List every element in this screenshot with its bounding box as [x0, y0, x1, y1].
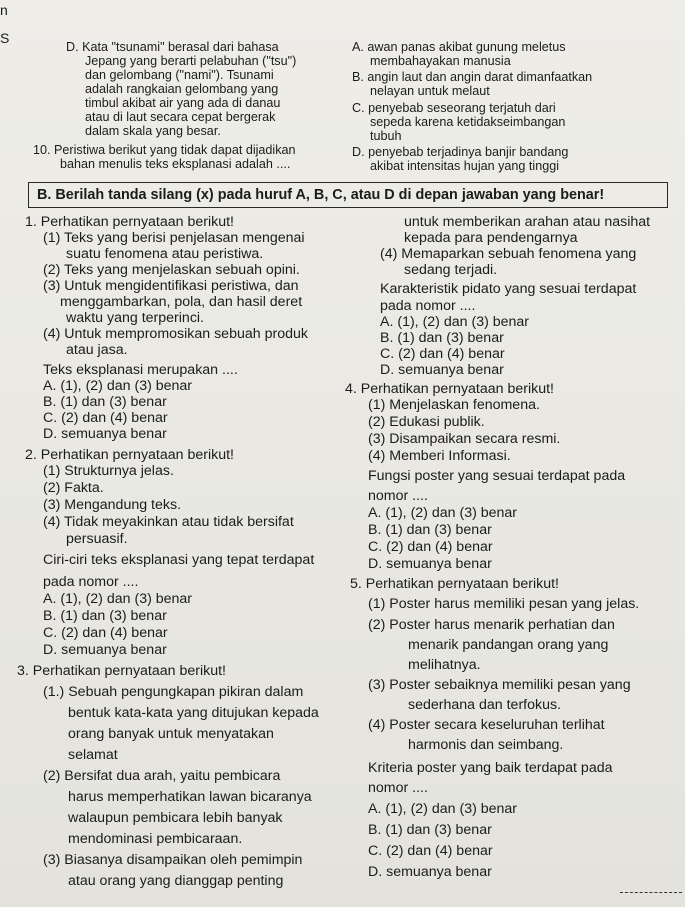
prev-option-d-line: adalah rangkaian gelombang yang [85, 82, 279, 96]
question-3-option-b[interactable]: B. (1) dan (3) benar [380, 330, 504, 346]
question-1-statement: atau jasa. [66, 342, 128, 358]
question-3-statement: bentuk kata-kata yang ditujukan kepada [68, 705, 319, 721]
question-2-option-d[interactable]: D. semuanya benar [43, 642, 167, 658]
question-1-option-d[interactable]: D. semuanya benar [43, 426, 167, 442]
question-1-prompt: Teks eksplanasi merupakan .... [43, 362, 238, 378]
question-3-option-d[interactable]: D. semuanya benar [380, 362, 504, 378]
question-3-statement-continued: untuk memberikan arahan atau nasihat [404, 214, 651, 230]
question-1-statement: (4) Untuk mempromosikan sebuah produk [43, 326, 308, 342]
question-3-option-a[interactable]: A. (1), (2) dan (3) benar [380, 314, 530, 330]
question-10-option: A. awan panas akibat gunung meletus [352, 40, 566, 54]
question-2-statement: (4) Tidak meyakinkan atau tidak bersifat [43, 514, 294, 530]
question-5-statement: sederhana dan terfokus. [408, 697, 562, 713]
question-10-option: membahayakan manusia [370, 54, 511, 68]
edge-char-1: n [0, 2, 8, 18]
question-4-option-c[interactable]: C. (2) dan (4) benar [368, 539, 493, 555]
question-10-option: D. penyebab terjadinya banjir bandang [352, 145, 569, 159]
question-1-statement: waktu yang terperinci. [66, 310, 205, 326]
question-4-option-b[interactable]: B. (1) dan (3) benar [368, 522, 492, 538]
question-3-prompt: Karakteristik pidato yang sesuai terdapat [380, 281, 637, 297]
question-1-statement: (3) Untuk mengidentifikasi peristiwa, dan [43, 278, 299, 294]
question-2-statement: (1) Strukturnya jelas. [43, 463, 174, 479]
question-5-option-d[interactable]: D. semuanya benar [368, 864, 492, 880]
question-10-option: sepeda karena ketidakseimbangan [370, 115, 566, 129]
question-5-prompt: nomor .... [368, 780, 428, 796]
question-2-option-a[interactable]: A. (1), (2) dan (3) benar [43, 591, 193, 607]
prev-option-d-line: D. Kata "tsunami" berasal dari bahasa [66, 40, 279, 54]
question-3-statement-continued: kepada para pendengarnya [404, 230, 578, 246]
question-1-option-a[interactable]: A. (1), (2) dan (3) benar [43, 378, 193, 394]
question-4-prompt: Fungsi poster yang sesuai terdapat pada [368, 468, 626, 484]
question-5-prompt: Kriteria poster yang baik terdapat pada [368, 760, 613, 776]
question-10-option: B. angin laut dan angin darat dimanfaatkan [352, 70, 593, 84]
question-3-title: 3. Perhatikan pernyataan berikut! [17, 663, 227, 679]
question-5-title: 5. Perhatikan pernyataan berikut! [350, 576, 560, 592]
question-10-option: akibat intensitas hujan yang tinggi [370, 159, 560, 173]
question-5-option-a[interactable]: A. (1), (2) dan (3) benar [368, 801, 518, 817]
question-2-prompt: Ciri-ciri teks eksplanasi yang tepat terdapat [43, 552, 315, 568]
page-corner-divider [620, 892, 682, 893]
question-2-statement: (3) Mengandung teks. [43, 497, 182, 513]
question-3-statement: (3) Biasanya disampaikan oleh pemimpin [43, 852, 303, 868]
question-5-statement: (4) Poster secara keseluruhan terlihat [368, 717, 605, 733]
section-b-header [28, 182, 668, 208]
question-4-statement: (3) Disampaikan secara resmi. [368, 431, 561, 447]
question-3-statement: atau orang yang dianggap penting [68, 873, 284, 889]
question-2-option-c[interactable]: C. (2) dan (4) benar [43, 625, 168, 641]
question-3-statement: harus memperhatikan lawan bicaranya [68, 789, 312, 805]
question-5-statement: (3) Poster sebaiknya memiliki pesan yang [368, 677, 631, 693]
question-4-statement: (2) Edukasi publik. [368, 414, 485, 430]
question-1-statement: menggambarkan, pola, dan hasil deret [60, 294, 303, 310]
question-3-statement: (4) Memaparkan sebuah fenomena yang [380, 246, 637, 262]
question-5-option-c[interactable]: C. (2) dan (4) benar [368, 843, 493, 859]
question-4-title: 4. Perhatikan pernyataan berikut! [345, 381, 555, 397]
prev-option-d-line: dalam skala yang besar. [85, 124, 221, 138]
question-4-option-d[interactable]: D. semuanya benar [368, 556, 492, 572]
question-4-option-a[interactable]: A. (1), (2) dan (3) benar [368, 505, 518, 521]
question-3-statement: selamat [68, 747, 118, 763]
question-3-prompt: pada nomor .... [380, 298, 476, 314]
question-5-statement: melihatnya. [408, 657, 481, 673]
question-10-stem: bahan menulis teks eksplanasi adalah .... [60, 157, 291, 171]
question-1-option-b[interactable]: B. (1) dan (3) benar [43, 394, 167, 410]
question-1-statement: (1) Teks yang berisi penjelasan mengenai [43, 230, 305, 246]
question-1-title: 1. Perhatikan pernyataan berikut! [25, 214, 235, 230]
question-10-option: C. penyebab seseorang terjatuh dari [352, 101, 556, 115]
question-4-statement: (4) Memberi Informasi. [368, 448, 511, 464]
question-10-option: nelayan untuk melaut [370, 84, 490, 98]
section-b-instruction: B. Berilah tanda silang (x) pada huruf A, B, C, atau D di depan jawaban yang benar! [37, 187, 605, 203]
question-5-statement: harmonis dan seimbang. [408, 737, 564, 753]
question-3-statement: mendominasi pembicaraan. [68, 831, 243, 847]
prev-option-d-line: Jepang yang berarti pelabuhan ("tsu") [85, 54, 297, 68]
question-2-statement: persuasif. [66, 531, 128, 547]
prev-option-d-line: atau di laut secara cepat bergerak [85, 110, 276, 124]
question-2-statement: (2) Fakta. [43, 480, 104, 496]
prev-option-d-line: dan gelombang ("nami"). Tsunami [85, 68, 274, 82]
prev-option-d-line: timbul akibat air yang ada di danau [85, 96, 281, 110]
question-1-statement: (2) Teks yang menjelaskan sebuah opini. [43, 262, 300, 278]
question-5-statement: (1) Poster harus memiliki pesan yang jelas. [368, 596, 640, 612]
question-10-option: tubuh [370, 129, 402, 143]
question-3-statement: (2) Bersifat dua arah, yaitu pembicara [43, 768, 281, 784]
question-5-statement: menarik pandangan orang yang [408, 637, 609, 653]
question-5-statement: (2) Poster harus menarik perhatian dan [368, 617, 615, 633]
question-2-title: 2. Perhatikan pernyataan berikut! [25, 447, 235, 463]
question-2-option-b[interactable]: B. (1) dan (3) benar [43, 608, 167, 624]
question-4-statement: (1) Menjelaskan fenomena. [368, 397, 540, 413]
question-2-prompt: pada nomor .... [43, 574, 139, 590]
question-1-statement: suatu fenomena atau peristiwa. [66, 246, 264, 262]
question-3-statement: sedang terjadi. [404, 262, 498, 278]
question-3-statement: (1.) Sebuah pengungkapan pikiran dalam [43, 684, 304, 700]
question-3-statement: walaupun pembicara lebih banyak [68, 810, 283, 826]
question-3-option-c[interactable]: C. (2) dan (4) benar [380, 346, 505, 362]
question-10-stem: 10. Peristiwa berikut yang tidak dapat dijadikan [33, 143, 296, 157]
question-1-option-c[interactable]: C. (2) dan (4) benar [43, 410, 168, 426]
question-5-option-b[interactable]: B. (1) dan (3) benar [368, 822, 492, 838]
question-3-statement: orang banyak untuk menyatakan [68, 726, 274, 742]
edge-char-2: S [0, 30, 10, 46]
question-4-prompt: nomor .... [368, 488, 428, 504]
